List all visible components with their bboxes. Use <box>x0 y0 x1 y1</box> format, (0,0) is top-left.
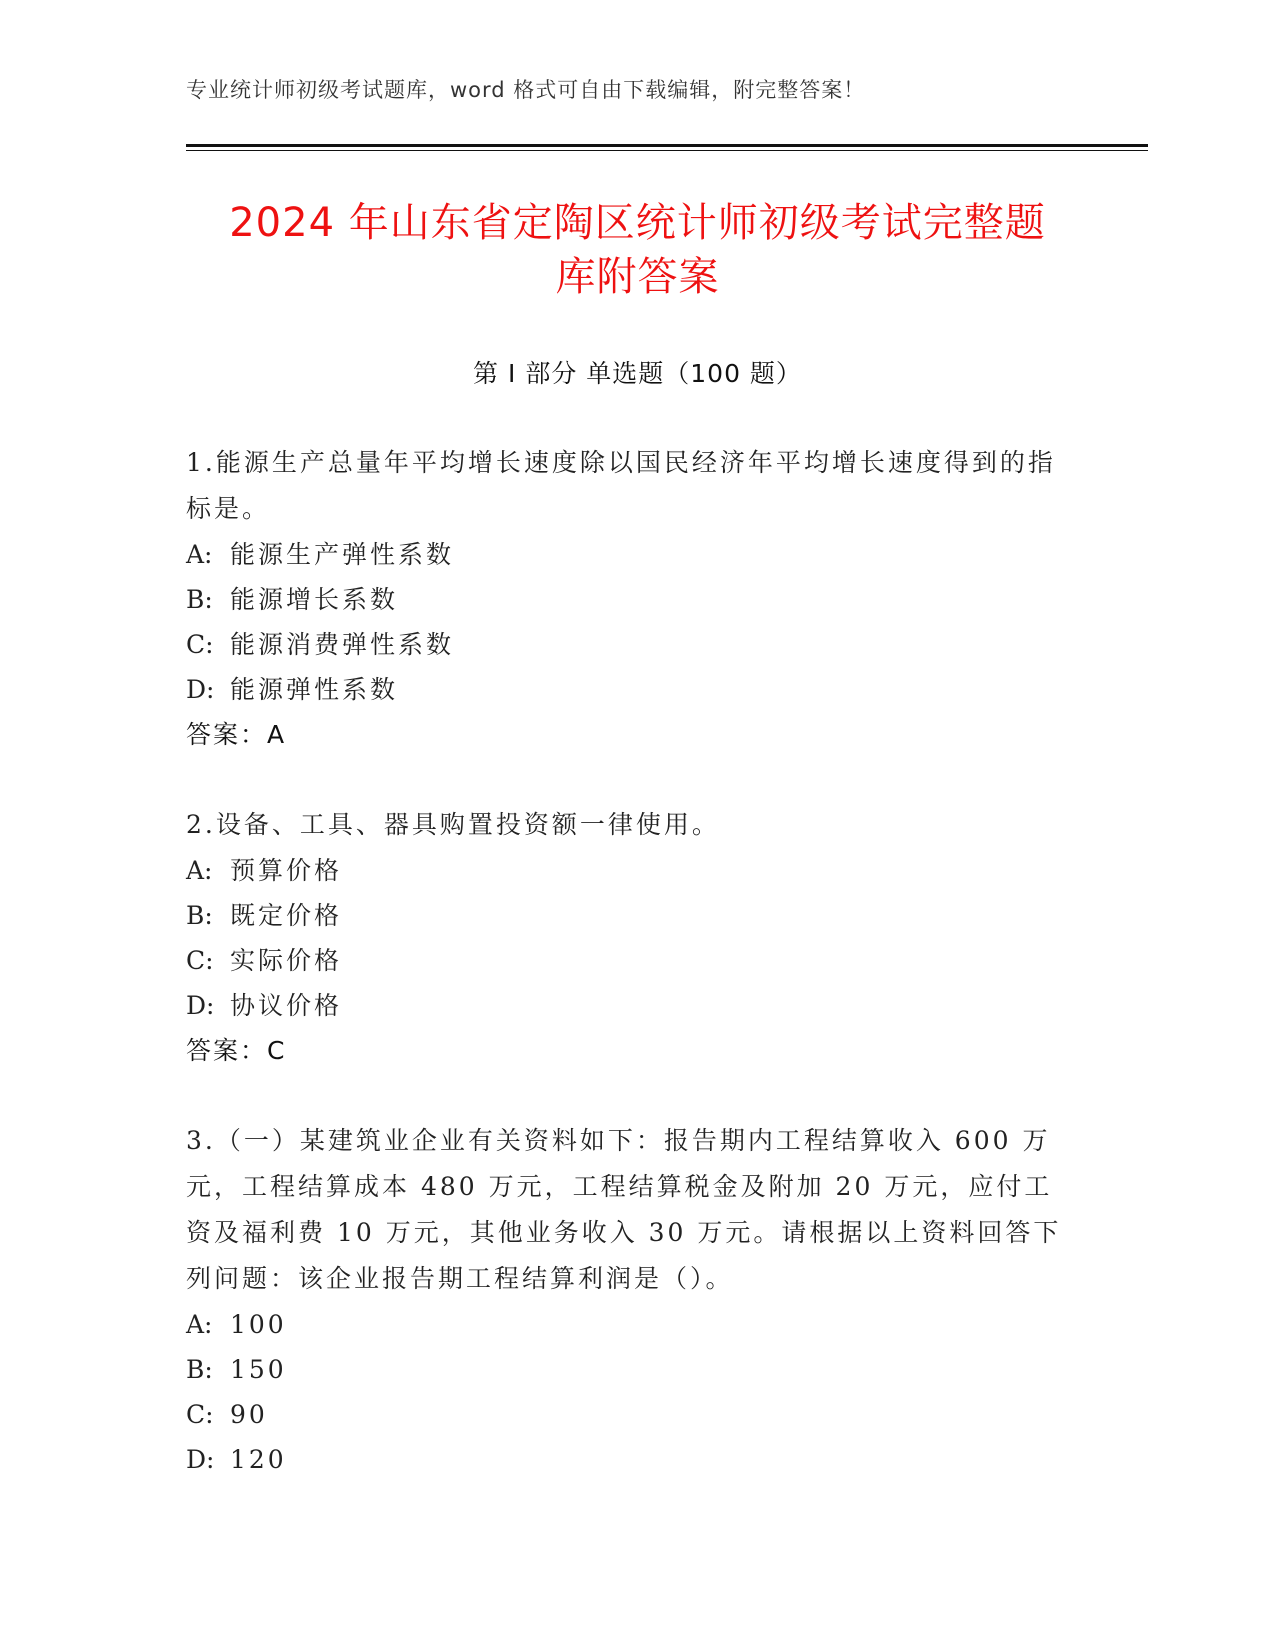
option-text: 预算价格 <box>230 856 343 885</box>
question-option-d <box>186 667 1066 712</box>
header-rule-thick <box>186 144 1148 147</box>
option-key: C: <box>186 946 214 975</box>
question-stem: 2.设备、工具、器具购置投资额一律使用。 <box>186 810 720 839</box>
option-text: 能源消费弹性系数 <box>230 630 455 659</box>
question-stem: 1.能源生产总量年平均增长速度除以国民经济年平均增长速度得到的指标是。 <box>186 448 1056 523</box>
question-option-a <box>186 848 1066 893</box>
option-key: B: <box>186 1355 213 1384</box>
section-title: 第 I 部分 单选题（100 题） <box>473 359 802 388</box>
question-option-b <box>186 577 1066 622</box>
option-text: 既定价格 <box>230 901 343 930</box>
option-key: D: <box>186 675 215 704</box>
document-title-line-2: 库附答案 <box>555 254 720 300</box>
option-text: 100 <box>230 1310 287 1339</box>
document-title <box>160 196 1115 304</box>
option-text: 150 <box>230 1355 287 1384</box>
option-key: D: <box>186 1445 215 1474</box>
option-key: C: <box>186 630 214 659</box>
option-key: D: <box>186 991 215 1020</box>
document-title-line-1: 2024 年山东省定陶区统计师初级考试完整题 <box>229 200 1046 246</box>
option-text: 能源弹性系数 <box>230 675 399 704</box>
option-text: 120 <box>230 1445 287 1474</box>
question-option-c <box>186 938 1066 983</box>
question-option-d <box>186 983 1066 1028</box>
question-3 <box>186 1118 1066 1482</box>
option-key: C: <box>186 1400 214 1429</box>
question-option-b <box>186 1347 1066 1392</box>
option-key: B: <box>186 901 213 930</box>
question-answer: 答案：C <box>186 1036 287 1065</box>
question-stem: 3.（一）某建筑业企业有关资料如下：报告期内工程结算收入 600 万元，工程结算成本 480 万元，工程结算税金及附加 20 万元，应付工资及福利费 10 万元，其他业务收入 30 万元。请根据以上资料回答下列问题：该企业报告期工程结算利润是（）。 <box>186 1126 1062 1293</box>
option-text: 实际价格 <box>230 946 343 975</box>
option-key: B: <box>186 585 213 614</box>
question-1 <box>186 440 1066 758</box>
question-option-c <box>186 1392 1066 1437</box>
header-rule-thin <box>186 150 1148 151</box>
question-option-b <box>186 893 1066 938</box>
question-option-d <box>186 1437 1066 1482</box>
option-key: A: <box>186 540 213 569</box>
question-list <box>186 440 1066 1526</box>
option-text: 能源增长系数 <box>230 585 399 614</box>
header-note: 专业统计师初级考试题库，word 格式可自由下载编辑，附完整答案！ <box>186 78 866 102</box>
question-option-a <box>186 532 1066 577</box>
question-option-a <box>186 1302 1066 1347</box>
question-2 <box>186 802 1066 1074</box>
option-key: A: <box>186 1310 213 1339</box>
option-text: 90 <box>230 1400 268 1429</box>
option-key: A: <box>186 856 213 885</box>
question-option-c <box>186 622 1066 667</box>
question-answer: 答案：A <box>186 720 287 749</box>
option-text: 协议价格 <box>230 991 343 1020</box>
option-text: 能源生产弹性系数 <box>230 540 455 569</box>
